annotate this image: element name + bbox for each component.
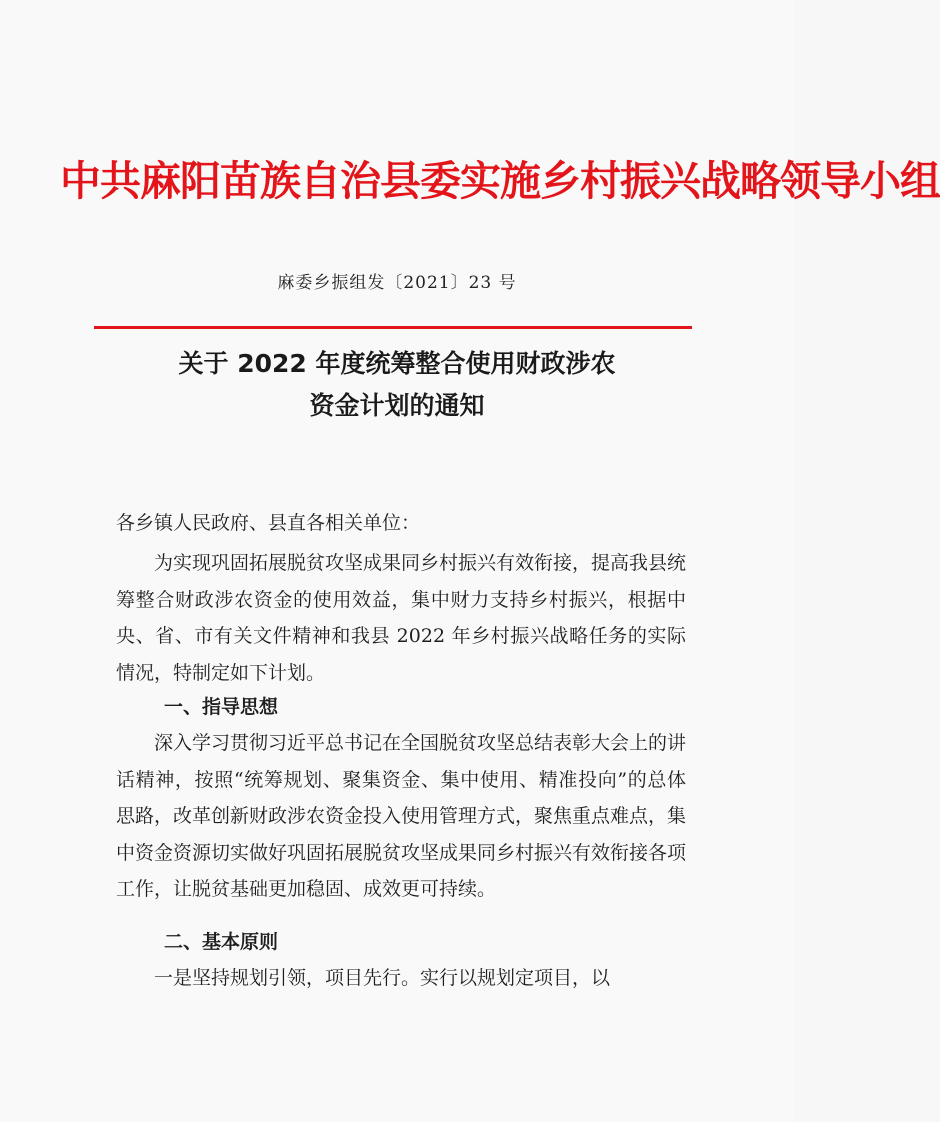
salutation: 各乡镇人民政府、县直各相关单位： xyxy=(116,512,421,534)
issuer-header: 中共麻阳苗族自治县委实施乡村振兴战略领导小组 xyxy=(60,157,940,205)
red-separator-line xyxy=(94,326,692,329)
document-title-line-2: 资金计划的通知 xyxy=(309,391,485,420)
document-number: 麻委乡振组发〔2021〕23 号 xyxy=(277,273,517,293)
document-title-line-1: 关于 2022 年度统筹整合使用财政涉农 xyxy=(178,349,616,378)
paragraph-basic-principles: 一是坚持规划引领，项目先行。实行以规划定项目，以 xyxy=(154,967,611,989)
section-heading-basic-principles: 二、基本原则 xyxy=(164,931,279,953)
section-heading-guiding-ideology: 一、指导思想 xyxy=(164,696,279,718)
paragraph-intro: 为实现巩固拓展脱贫攻坚成果同乡村振兴有效衔接，提高我县统筹整合财政涉农资金的使用效益，集中财力支持乡村振兴，根据中央、省、市有关文件精神和我县 2022 年乡村振兴战略任务的实际情况，特制定如下计划。 xyxy=(116,552,687,684)
paragraph-guiding-ideology: 深入学习贯彻习近平总书记在全国脱贫攻坚总结表彰大会上的讲话精神，按照“统筹规划、聚集资金、集中使用、精准投向”的总体思路，改革创新财政涉农资金投入使用管理方式，聚焦重点难点，集中资金资源切实做好巩固拓展脱贫攻坚成果同乡村振兴有效衔接各项工作，让脱贫基础更加稳固、成效更可持续。 xyxy=(116,732,687,900)
document-title xyxy=(60,343,734,427)
